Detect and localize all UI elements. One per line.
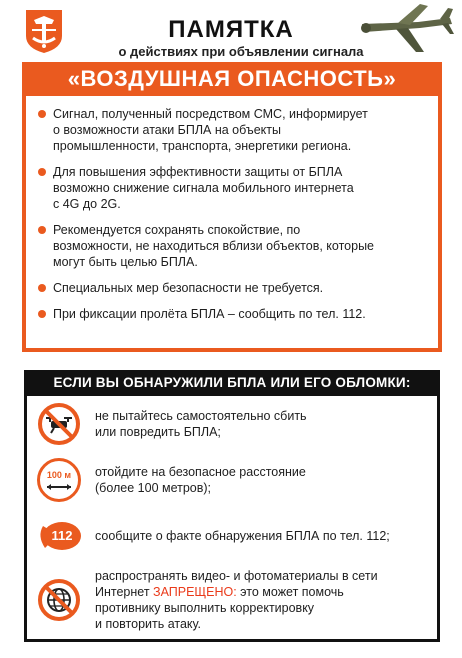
action-item xyxy=(37,514,427,558)
info-box xyxy=(22,96,442,352)
action-text: сообщите о факте обнаружения БПЛА по тел. 112; xyxy=(95,529,390,543)
action-text: отойдите на безопасное расстояние (более 100 метров); xyxy=(95,465,306,495)
page-subtitle: о действиях при объявлении сигнала xyxy=(118,44,364,59)
action-item xyxy=(37,402,427,446)
info-text: Для повышения эффективности защиты от БПЛА возможно снижение сигнала мобильного интернета с 4G до 2G. xyxy=(53,165,354,211)
alert-banner: «ВОЗДУШНАЯ ОПАСНОСТЬ» xyxy=(22,62,442,96)
info-text: Рекомендуется сохранять спокойствие, по возможности, не находиться вблизи объектов, которые могут быть целью БПЛА. xyxy=(53,223,375,269)
info-text: Сигнал, полученный посредством СМС, информирует о возможности атаки БПЛА на объекты промышленности, транспорта, энергетики региона. xyxy=(53,107,368,153)
distance-100m-icon: 100 м xyxy=(37,458,81,502)
bullet-icon xyxy=(38,284,46,292)
warning-box xyxy=(24,396,440,642)
action-item xyxy=(37,458,427,502)
action-text: не пытайтесь самостоятельно сбить или повредить БПЛА; xyxy=(95,409,307,439)
info-text: При фиксации пролёта БПЛА – сообщить по тел. 112. xyxy=(53,307,366,321)
info-item xyxy=(38,106,424,154)
bullet-icon xyxy=(38,310,46,318)
page-title: ПАМЯТКА xyxy=(168,16,294,43)
action-item xyxy=(37,568,427,632)
warning-header: ЕСЛИ ВЫ ОБНАРУЖИЛИ БПЛА ИЛИ ЕГО ОБЛОМКИ: xyxy=(24,370,440,396)
forbidden-label: ЗАПРЕЩЕНО: xyxy=(153,585,237,599)
info-item xyxy=(38,164,424,212)
bullet-icon xyxy=(38,168,46,176)
bullet-icon xyxy=(38,226,46,234)
no-drone-icon xyxy=(37,402,81,446)
info-item xyxy=(38,306,424,322)
phone-112-icon: 112 xyxy=(37,514,81,558)
bullet-icon xyxy=(38,110,46,118)
no-internet-icon xyxy=(37,578,81,622)
info-item xyxy=(38,280,424,296)
action-text: распространять видео- и фотоматериалы в сети Интернет ЗАПРЕЩЕНО: это может помочь противнику выполнить корректировку и повторить атаку. xyxy=(95,569,378,631)
info-text: Специальных мер безопасности не требуется. xyxy=(53,281,324,295)
info-item xyxy=(38,222,424,270)
